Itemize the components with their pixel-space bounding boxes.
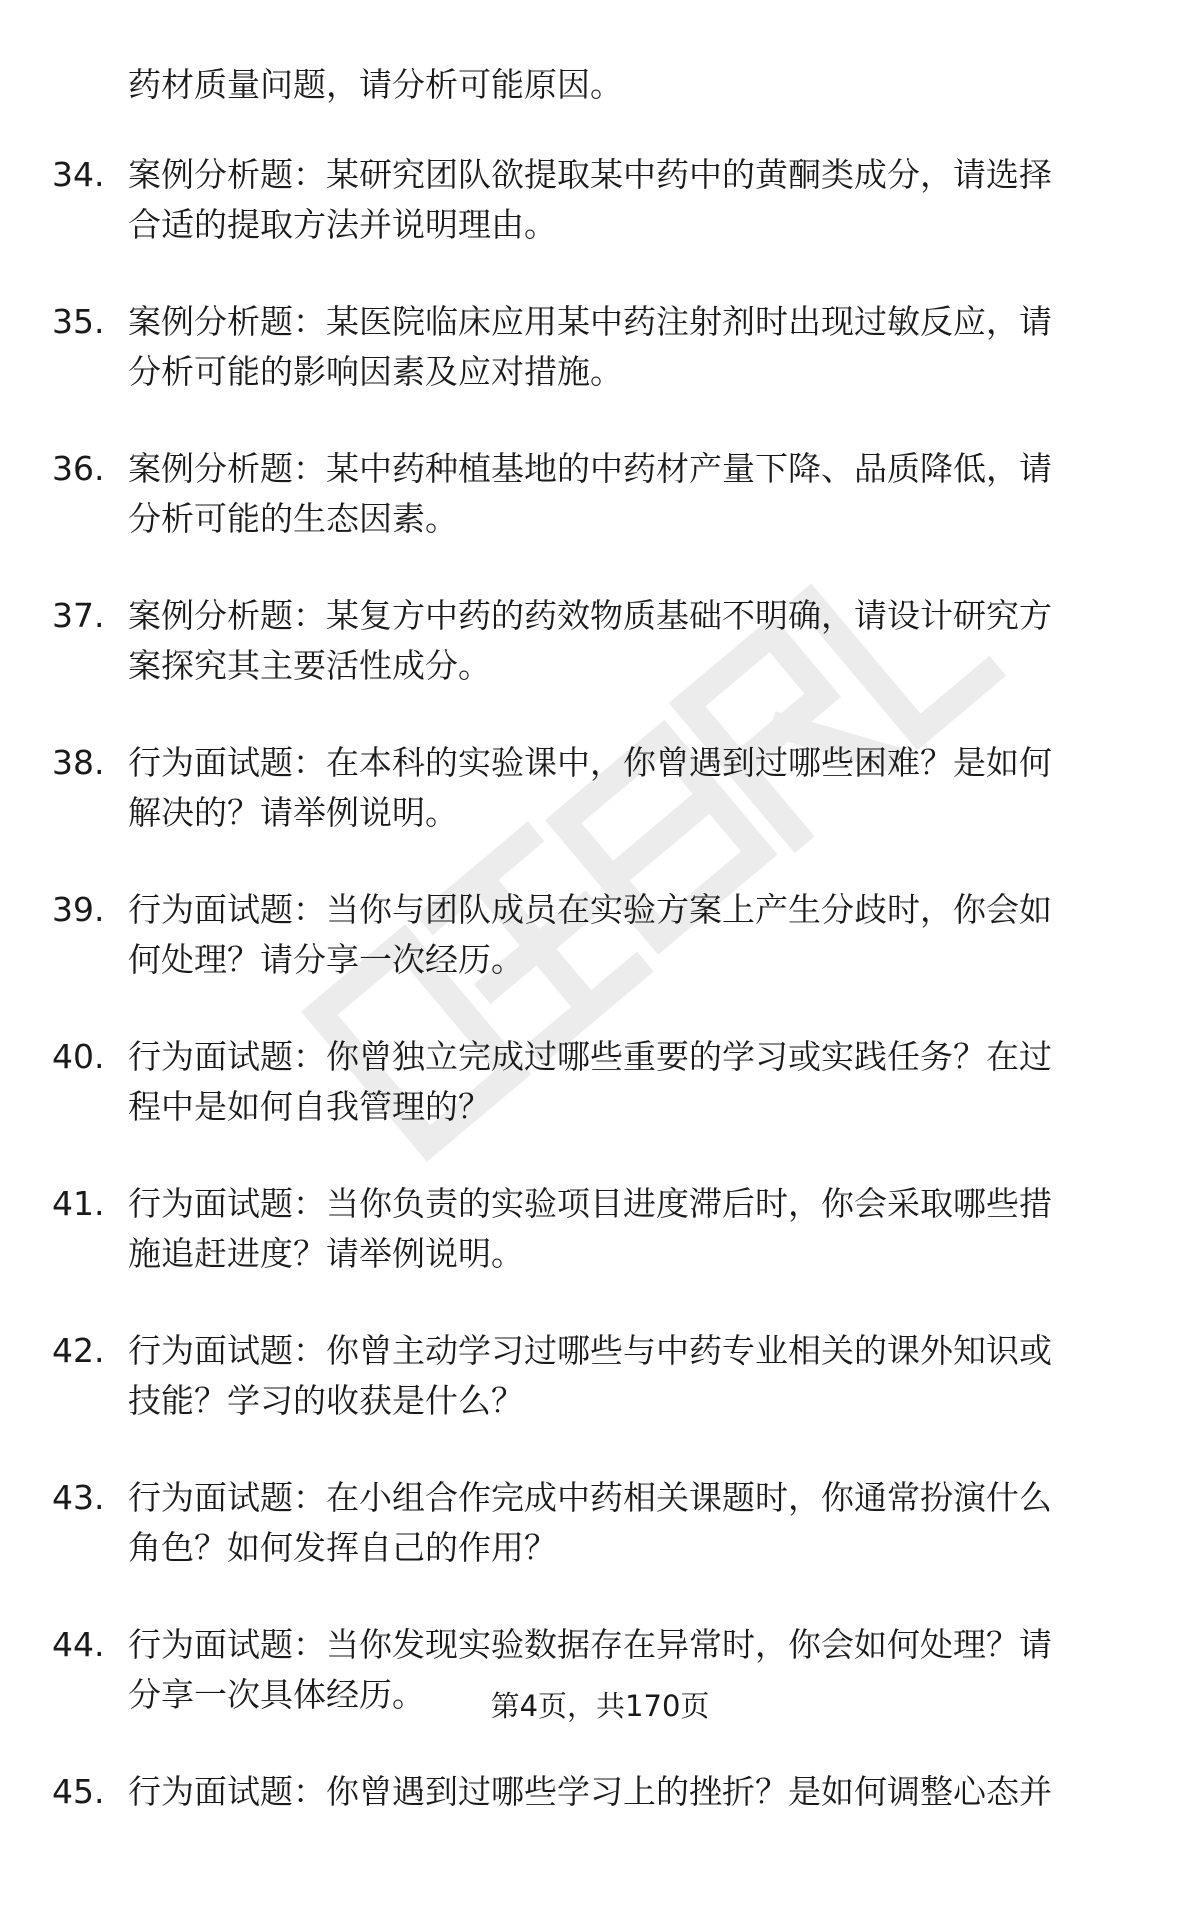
question-text-line: 行为面试题：当你负责的实验项目进度滞后时，你会采取哪些措 [128,1184,1052,1223]
question-number: 39. [52,890,105,929]
question-item [0,885,1200,1032]
question-number: 41. [52,1184,105,1223]
question-item [0,1179,1200,1326]
question-text-line: 行为面试题：当你与团队成员在实验方案上产生分歧时，你会如 [128,890,1052,929]
question-text [128,1179,1138,1279]
question-text-line: 解决的？请举例说明。 [128,793,458,832]
question-item [0,738,1200,885]
question-number: 36. [52,449,105,488]
question-text [128,1767,1138,1817]
question-text [128,444,1138,544]
question-text [128,1326,1138,1426]
question-text [128,591,1138,691]
question-list [0,150,1200,1914]
question-text [128,1473,1138,1573]
question-number: 45. [52,1772,105,1811]
question-item [0,297,1200,444]
question-number: 37. [52,596,105,635]
question-text-line: 程中是如何自我管理的？ [128,1087,491,1126]
question-text-line: 案探究其主要活性成分。 [128,646,491,685]
question-number: 34. [52,155,105,194]
question-text-line: 合适的提取方法并说明理由。 [128,205,557,244]
question-text [128,1032,1138,1132]
question-text [128,738,1138,838]
question-text-line: 行为面试题：当你发现实验数据存在异常时，你会如何处理？请 [128,1625,1052,1664]
continuation-line: 药材质量问题，请分析可能原因。 [128,65,623,104]
question-text-line: 角色？如何发挥自己的作用？ [128,1528,557,1567]
question-number: 38. [52,743,105,782]
question-item [0,1473,1200,1620]
question-item [0,591,1200,738]
question-text-line: 何处理？请分享一次经历。 [128,940,524,979]
question-number: 40. [52,1037,105,1076]
question-item [0,1767,1200,1914]
question-number: 43. [52,1478,105,1517]
question-text [128,297,1138,397]
question-text [128,885,1138,985]
question-text-line: 案例分析题：某医院临床应用某中药注射剂时出现过敏反应，请 [128,302,1052,341]
question-text-line: 案例分析题：某复方中药的药效物质基础不明确，请设计研究方 [128,596,1052,635]
question-text-line: 分析可能的影响因素及应对措施。 [128,352,623,391]
question-number: 44. [52,1625,105,1664]
question-text-line: 行为面试题：在小组合作完成中药相关课题时，你通常扮演什么 [128,1478,1052,1517]
question-text-line: 施追赶进度？请举例说明。 [128,1234,524,1273]
question-text-line: 分析可能的生态因素。 [128,499,458,538]
question-item [0,150,1200,297]
question-text-line: 技能？学习的收获是什么？ [128,1381,524,1420]
question-number: 42. [52,1331,105,1370]
question-text-line: 分享一次具体经历。 [128,1675,425,1714]
question-number: 35. [52,302,105,341]
question-text [128,150,1138,250]
question-text-line: 行为面试题：在本科的实验课中，你曾遇到过哪些困难？是如何 [128,743,1052,782]
question-item [0,1326,1200,1473]
question-text-line: 行为面试题：你曾独立完成过哪些重要的学习或实践任务？在过 [128,1037,1052,1076]
question-item [0,1032,1200,1179]
question-item [0,444,1200,591]
question-text-line: 案例分析题：某中药种植基地的中药材产量下降、品质降低，请 [128,449,1052,488]
question-text-line: 案例分析题：某研究团队欲提取某中药中的黄酮类成分，请选择 [128,155,1052,194]
question-text-line: 行为面试题：你曾遇到过哪些学习上的挫折？是如何调整心态并 [128,1772,1052,1811]
question-text-line: 行为面试题：你曾主动学习过哪些与中药专业相关的课外知识或 [128,1331,1052,1370]
page-number: 第4页，共170页 [490,1689,710,1723]
